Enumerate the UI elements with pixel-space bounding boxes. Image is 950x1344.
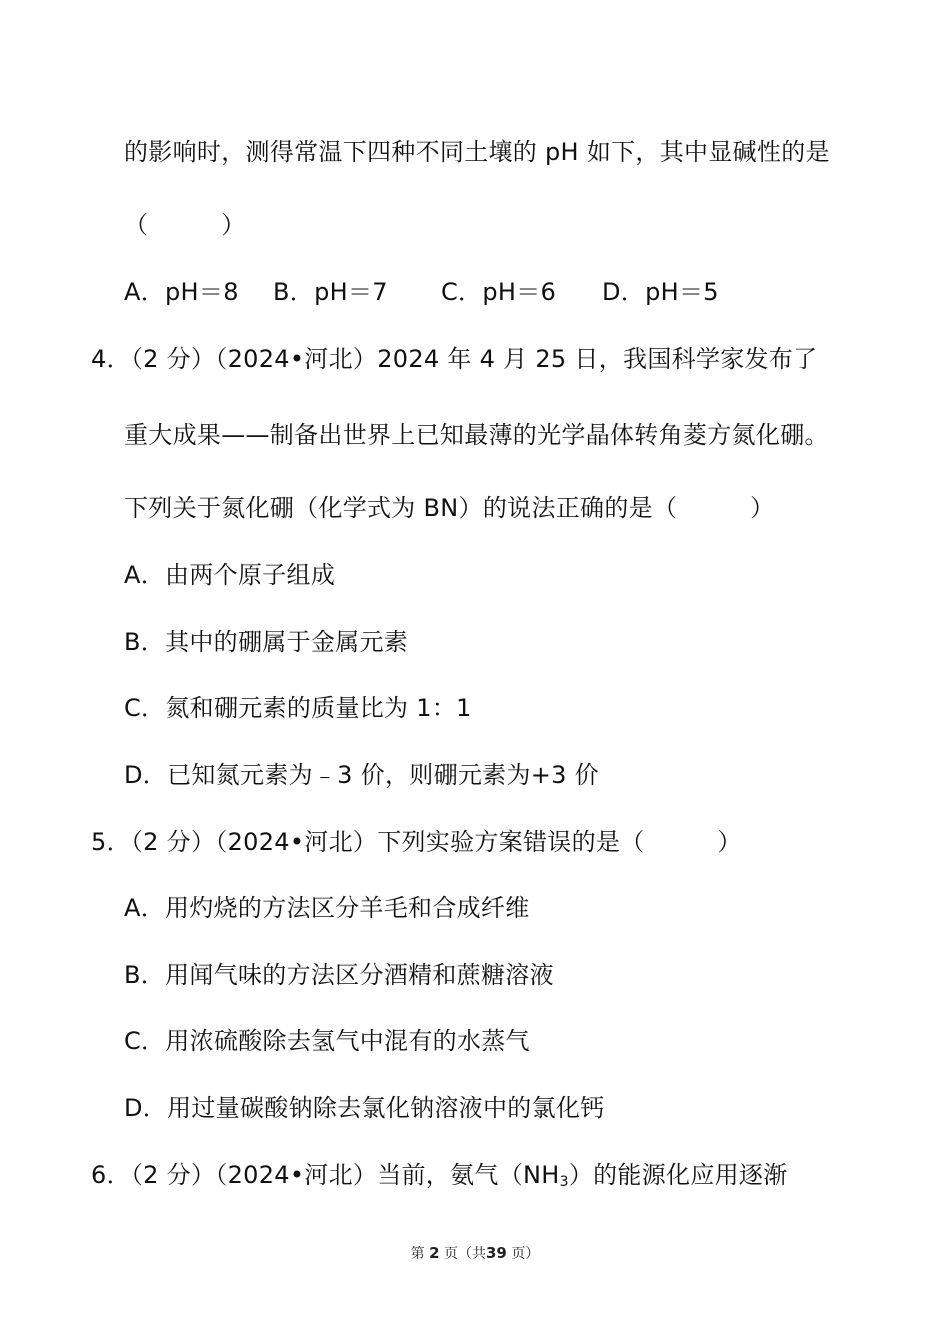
q4-stem-line-2: 重大成果——制备出世界上已知最薄的光学晶体转角菱方氮化硼。: [124, 421, 829, 449]
q3-stem-line-1: 的影响时，测得常温下四种不同土壤的 pH 如下，其中显碱性的是: [124, 138, 830, 166]
q4-option-d: D．已知氮元素为﹣3 价，则硼元素为+3 价: [124, 761, 599, 789]
q3-option-b: B．pH＝7: [273, 278, 388, 306]
q3-answer-blank: （ ）: [124, 211, 246, 239]
q4-stem-line-3: 下列关于氮化硼（化学式为 BN）的说法正确的是（ ）: [124, 494, 775, 522]
page-footer: [0, 1243, 950, 1264]
q5-option-d: D．用过量碳酸钠除去氯化钠溶液中的氯化钙: [124, 1094, 605, 1122]
q4-stem-line-1: 4．（2 分）（2024•河北）2024 年 4 月 25 日，我国科学家发布了: [91, 345, 818, 373]
q4-option-b: B．其中的硼属于金属元素: [124, 628, 409, 656]
footer-middle: 页（共: [444, 1246, 486, 1262]
q5-option-b: B．用闻气味的方法区分酒精和蔗糖溶液: [124, 961, 554, 989]
q5-option-c: C．用浓硫酸除去氢气中混有的水蒸气: [124, 1027, 530, 1055]
footer-total-pages: 39: [486, 1244, 507, 1262]
q5-option-a: A．用灼烧的方法区分羊毛和合成纤维: [124, 894, 530, 922]
q3-option-d: D．pH＝5: [602, 278, 719, 306]
q3-option-c: C．pH＝6: [441, 278, 557, 306]
q6-stem-line-1: [91, 1160, 788, 1190]
q4-option-c: C．氮和硼元素的质量比为 1：1: [124, 694, 472, 722]
q6-subscript: 3: [559, 1174, 569, 1190]
q6-stem-text-pre: 6．（2 分）（2024•河北）当前，氨气（NH: [91, 1161, 560, 1189]
footer-prefix: 第: [410, 1246, 425, 1262]
q3-option-a: A．pH＝8: [124, 278, 239, 306]
footer-suffix: 页）: [511, 1246, 540, 1262]
q6-stem-text-post: ）的能源化应用逐渐: [568, 1161, 788, 1189]
q4-option-a: A．由两个原子组成: [124, 561, 336, 589]
footer-page-number: 2: [429, 1244, 440, 1262]
q5-stem-line-1: 5．（2 分）（2024•河北）下列实验方案错误的是（ ）: [91, 828, 742, 856]
